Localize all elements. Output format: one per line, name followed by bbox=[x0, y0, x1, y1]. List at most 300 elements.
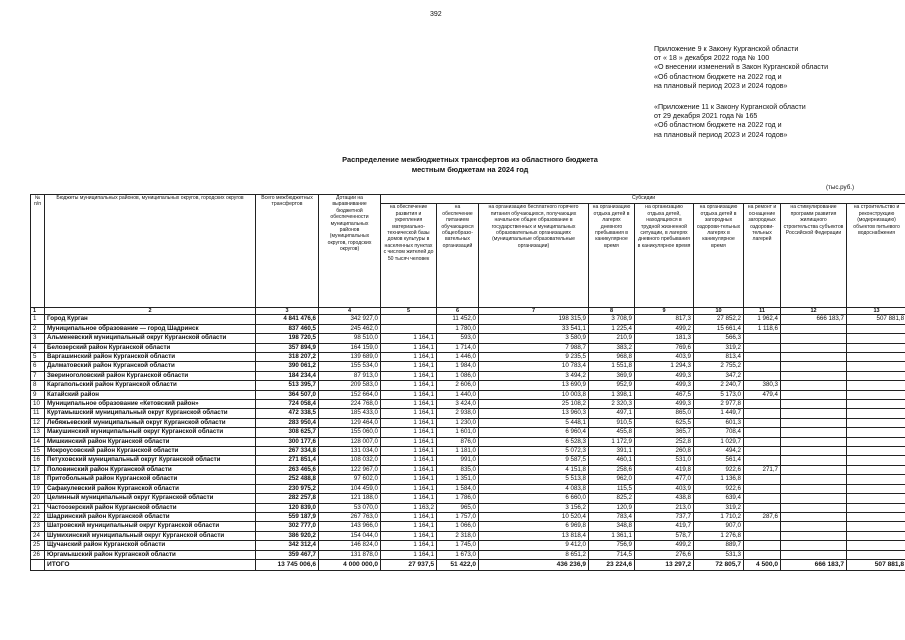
cell-total: 230 975,2 bbox=[256, 484, 319, 493]
row-number: 6 bbox=[31, 362, 45, 371]
cell-day-camps: 1 361,1 bbox=[589, 531, 635, 540]
cell-meals: 991,0 bbox=[437, 456, 479, 465]
cell-total: 184 234,4 bbox=[256, 371, 319, 380]
cell-total: 559 187,9 bbox=[256, 512, 319, 521]
cell-housing bbox=[781, 494, 847, 503]
row-name: Шатровский муниципальный округ Курганской области bbox=[45, 522, 256, 531]
header-equalization: Дотации на выравнивание бюджетной обеспеченности муниципальных районов (муниципальных округов, городских округов) bbox=[319, 195, 381, 308]
cell-country-camps: 494,2 bbox=[694, 447, 744, 456]
row-name: Далматовский район Курганской области bbox=[45, 362, 256, 371]
cell-equalization: 267 763,0 bbox=[319, 512, 381, 521]
cell-country-camps: 561,4 bbox=[694, 456, 744, 465]
cell-country-camps: 1 710,2 bbox=[694, 512, 744, 521]
cell-country-camps: 1 276,8 bbox=[694, 531, 744, 540]
table-row bbox=[31, 550, 905, 559]
appendix-line: на плановый период 2023 и 2024 годов» bbox=[654, 130, 788, 139]
table-row bbox=[31, 494, 905, 503]
row-number: 12 bbox=[31, 418, 45, 427]
cell-total: 472 338,5 bbox=[256, 409, 319, 418]
cell-total: 263 465,6 bbox=[256, 465, 319, 474]
cell-day-camps: 3 708,9 bbox=[589, 315, 635, 324]
cell-camp-repair bbox=[744, 418, 781, 427]
cell-camp-repair bbox=[744, 437, 781, 446]
cell-equalization: 53 070,0 bbox=[319, 503, 381, 512]
table-row bbox=[31, 512, 905, 521]
appendix-line: на плановый период 2023 и 2024 годов» bbox=[654, 81, 788, 90]
header-country-camps: на организацию отдыха детей в загородных оздорови-тельных лагерях в каникулярное время bbox=[694, 204, 744, 308]
cell-hot-meals: 33 541,1 bbox=[479, 324, 589, 333]
cell-day-camps: 1 225,4 bbox=[589, 324, 635, 333]
cell-hardship-camps: 499,3 bbox=[635, 400, 694, 409]
cell-camp-repair: 380,3 bbox=[744, 381, 781, 390]
table-row bbox=[31, 362, 905, 371]
cell-culture: 1 164,1 bbox=[381, 390, 437, 399]
row-name: Муниципальное образование — город Шадринск bbox=[45, 324, 256, 333]
cell-meals: 1 066,0 bbox=[437, 522, 479, 531]
row-number: 18 bbox=[31, 475, 45, 484]
cell-day-camps: 952,9 bbox=[589, 381, 635, 390]
header-no: № п/п bbox=[31, 195, 45, 308]
total-row bbox=[31, 559, 905, 570]
cell-meals: 1 351,0 bbox=[437, 475, 479, 484]
cell-culture: 1 164,1 bbox=[381, 465, 437, 474]
cell-country-camps: 922,6 bbox=[694, 465, 744, 474]
row-number: 20 bbox=[31, 494, 45, 503]
cell-total: 386 920,2 bbox=[256, 531, 319, 540]
cell-total: 4 841 476,6 bbox=[256, 315, 319, 324]
cell-hardship-camps: 13 297,2 bbox=[635, 559, 694, 570]
column-number-row bbox=[31, 308, 905, 315]
cell-meals: 876,0 bbox=[437, 437, 479, 446]
cell-camp-repair bbox=[744, 409, 781, 418]
cell-culture: 1 164,1 bbox=[381, 550, 437, 559]
column-number: 2 bbox=[45, 308, 256, 315]
cell-day-camps: 825,2 bbox=[589, 494, 635, 503]
cell-day-camps: 2 320,3 bbox=[589, 400, 635, 409]
cell-meals: 3 424,0 bbox=[437, 400, 479, 409]
cell-water bbox=[847, 334, 905, 343]
cell-meals: 1 086,0 bbox=[437, 371, 479, 380]
cell-culture: 1 164,1 bbox=[381, 418, 437, 427]
cell-day-camps: 1 398,1 bbox=[589, 390, 635, 399]
row-number: 3 bbox=[31, 334, 45, 343]
cell-housing bbox=[781, 428, 847, 437]
cell-hot-meals: 7 988,7 bbox=[479, 343, 589, 352]
cell-meals: 1 446,0 bbox=[437, 353, 479, 362]
cell-hot-meals: 9 235,5 bbox=[479, 353, 589, 362]
cell-country-camps: 601,3 bbox=[694, 418, 744, 427]
cell-culture: 1 164,1 bbox=[381, 522, 437, 531]
cell-country-camps: 1 449,7 bbox=[694, 409, 744, 418]
cell-culture: 1 164,1 bbox=[381, 428, 437, 437]
cell-day-camps: 783,4 bbox=[589, 512, 635, 521]
header-housing: на стимулирование программ развития жилищного строительства субъектов Российской Федерации bbox=[781, 204, 847, 308]
cell-total: 120 839,0 bbox=[256, 503, 319, 512]
cell-hardship-camps: 419,8 bbox=[635, 465, 694, 474]
cell-camp-repair bbox=[744, 447, 781, 456]
row-name: Варгашинский район Курганской области bbox=[45, 353, 256, 362]
cell-total: 282 257,8 bbox=[256, 494, 319, 503]
cell-camp-repair bbox=[744, 400, 781, 409]
cell-water bbox=[847, 512, 905, 521]
cell-equalization: 4 000 000,0 bbox=[319, 559, 381, 570]
cell-housing bbox=[781, 541, 847, 550]
table-row bbox=[31, 400, 905, 409]
cell-hardship-camps: 499,2 bbox=[635, 541, 694, 550]
cell-camp-repair bbox=[744, 456, 781, 465]
cell-country-camps: 813,4 bbox=[694, 353, 744, 362]
cell-day-camps: 756,9 bbox=[589, 541, 635, 550]
cell-housing bbox=[781, 362, 847, 371]
cell-camp-repair bbox=[744, 484, 781, 493]
cell-culture: 1 164,1 bbox=[381, 541, 437, 550]
row-number: 25 bbox=[31, 541, 45, 550]
cell-camp-repair bbox=[744, 371, 781, 380]
cell-country-camps: 1 029,7 bbox=[694, 437, 744, 446]
cell-equalization: 129 464,0 bbox=[319, 418, 381, 427]
cell-housing: 666 183,7 bbox=[781, 315, 847, 324]
cell-country-camps: 72 805,7 bbox=[694, 559, 744, 570]
cell-country-camps: 889,7 bbox=[694, 541, 744, 550]
header-meals: на обеспечение питанием обучающихся общеобразо-вательных организаций bbox=[437, 204, 479, 308]
header-day-camps: на организацию отдыха детей в лагерях дневного пребывания в каникулярное время bbox=[589, 204, 635, 308]
cell-total: 300 177,6 bbox=[256, 437, 319, 446]
cell-hardship-camps: 419,7 bbox=[635, 522, 694, 531]
cell-country-camps: 319,2 bbox=[694, 503, 744, 512]
cell-water bbox=[847, 447, 905, 456]
table-row bbox=[31, 343, 905, 352]
row-name: Щучанский район Курганской области bbox=[45, 541, 256, 550]
appendix-line: «О внесении изменений в Закон Курганской области bbox=[654, 63, 829, 72]
header-subsidies: Субсидии bbox=[381, 195, 905, 204]
cell-equalization: 108 032,0 bbox=[319, 456, 381, 465]
cell-culture: 1 164,1 bbox=[381, 362, 437, 371]
cell-hardship-camps: 737,7 bbox=[635, 512, 694, 521]
row-number: 26 bbox=[31, 550, 45, 559]
cell-housing: 666 183,7 bbox=[781, 559, 847, 570]
cell-day-camps: 115,5 bbox=[589, 484, 635, 493]
column-number: 8 bbox=[589, 308, 635, 315]
cell-hot-meals: 3 156,2 bbox=[479, 503, 589, 512]
cell-country-camps: 1 136,8 bbox=[694, 475, 744, 484]
cell-country-camps: 922,6 bbox=[694, 484, 744, 493]
column-number: 4 bbox=[319, 308, 381, 315]
appendix-header bbox=[654, 45, 828, 91]
cell-total: 513 395,7 bbox=[256, 381, 319, 390]
row-number: 14 bbox=[31, 437, 45, 446]
row-number: 19 bbox=[31, 484, 45, 493]
header-camp-repair: на ремонт и оснащение загородных оздорови-тельных лагерей bbox=[744, 204, 781, 308]
header-culture: на обеспечение развития и укрепления материально-технической базы домов культуры в населенных пунктах с числом жителей до 50 тысяч человек bbox=[381, 204, 437, 308]
table-row bbox=[31, 428, 905, 437]
row-name: Катайский район bbox=[45, 390, 256, 399]
cell-culture: 1 163,2 bbox=[381, 503, 437, 512]
cell-camp-repair: 287,6 bbox=[744, 512, 781, 521]
cell-housing bbox=[781, 522, 847, 531]
cell-hot-meals: 3 580,9 bbox=[479, 334, 589, 343]
row-name: Каргапольский район Курганской области bbox=[45, 381, 256, 390]
cell-housing bbox=[781, 550, 847, 559]
table-row bbox=[31, 334, 905, 343]
cell-culture bbox=[381, 315, 437, 324]
cell-water bbox=[847, 390, 905, 399]
cell-housing bbox=[781, 334, 847, 343]
cell-camp-repair: 479,4 bbox=[744, 390, 781, 399]
cell-camp-repair bbox=[744, 531, 781, 540]
row-number: 11 bbox=[31, 409, 45, 418]
table-row bbox=[31, 531, 905, 540]
cell-day-camps: 1 551,8 bbox=[589, 362, 635, 371]
cell-meals: 51 422,0 bbox=[437, 559, 479, 570]
cell-water bbox=[847, 371, 905, 380]
row-name: Мишкинский район Курганской области bbox=[45, 437, 256, 446]
row-number: 2 bbox=[31, 324, 45, 333]
cell-country-camps: 639,4 bbox=[694, 494, 744, 503]
row-name: Притобольный район Курганской области bbox=[45, 475, 256, 484]
cell-hot-meals: 4 083,8 bbox=[479, 484, 589, 493]
cell-meals: 2 938,0 bbox=[437, 409, 479, 418]
cell-hardship-camps: 252,8 bbox=[635, 437, 694, 446]
cell-culture: 1 164,1 bbox=[381, 531, 437, 540]
cell-housing bbox=[781, 400, 847, 409]
cell-day-camps: 455,8 bbox=[589, 428, 635, 437]
cell-housing bbox=[781, 381, 847, 390]
cell-day-camps: 348,8 bbox=[589, 522, 635, 531]
cell-water bbox=[847, 381, 905, 390]
table-row bbox=[31, 324, 905, 333]
table-row bbox=[31, 475, 905, 484]
cell-camp-repair bbox=[744, 362, 781, 371]
cell-hardship-camps: 276,6 bbox=[635, 550, 694, 559]
cell-hardship-camps: 499,2 bbox=[635, 324, 694, 333]
page-number: 392 bbox=[430, 11, 442, 18]
table-row bbox=[31, 371, 905, 380]
table-row bbox=[31, 541, 905, 550]
cell-culture: 1 164,1 bbox=[381, 475, 437, 484]
cell-water bbox=[847, 494, 905, 503]
cell-country-camps: 2 240,7 bbox=[694, 381, 744, 390]
cell-equalization: 139 689,0 bbox=[319, 353, 381, 362]
cell-hardship-camps: 213,0 bbox=[635, 503, 694, 512]
cell-hardship-camps: 477,0 bbox=[635, 475, 694, 484]
cell-hot-meals: 13 818,4 bbox=[479, 531, 589, 540]
cell-equalization: 104 459,0 bbox=[319, 484, 381, 493]
cell-water bbox=[847, 541, 905, 550]
cell-hot-meals: 9 412,0 bbox=[479, 541, 589, 550]
cell-camp-repair bbox=[744, 503, 781, 512]
cell-hot-meals: 4 151,8 bbox=[479, 465, 589, 474]
cell-hardship-camps: 769,6 bbox=[635, 343, 694, 352]
cell-hardship-camps: 403,9 bbox=[635, 353, 694, 362]
row-name: Макушинский муниципальный округ Курганской области bbox=[45, 428, 256, 437]
row-number: 23 bbox=[31, 522, 45, 531]
cell-water bbox=[847, 531, 905, 540]
cell-total: 13 745 006,6 bbox=[256, 559, 319, 570]
cell-day-camps: 962,0 bbox=[589, 475, 635, 484]
cell-hot-meals: 6 528,3 bbox=[479, 437, 589, 446]
cell-culture: 1 164,1 bbox=[381, 371, 437, 380]
cell-water bbox=[847, 465, 905, 474]
cell-water bbox=[847, 503, 905, 512]
cell-housing bbox=[781, 456, 847, 465]
cell-country-camps: 319,2 bbox=[694, 343, 744, 352]
cell-total: 342 312,4 bbox=[256, 541, 319, 550]
cell-day-camps: 460,1 bbox=[589, 456, 635, 465]
row-name: Целинный муниципальный округ Курганской области bbox=[45, 494, 256, 503]
row-number: 9 bbox=[31, 390, 45, 399]
header-name: Бюджеты муниципальных районов, муниципальных округов, городских округов bbox=[45, 195, 256, 308]
cell-equalization: 155 534,0 bbox=[319, 362, 381, 371]
column-number: 10 bbox=[694, 308, 744, 315]
title-line: Распределение межбюджетных трансфертов из областного бюджета bbox=[342, 155, 598, 164]
column-number: 3 bbox=[256, 308, 319, 315]
cell-equalization: 155 060,0 bbox=[319, 428, 381, 437]
cell-equalization: 128 007,0 bbox=[319, 437, 381, 446]
table-row bbox=[31, 447, 905, 456]
row-number: 17 bbox=[31, 465, 45, 474]
cell-day-camps: 714,5 bbox=[589, 550, 635, 559]
column-number: 1 bbox=[31, 308, 45, 315]
row-name: Шадринский район Курганской области bbox=[45, 512, 256, 521]
cell-hot-meals: 8 651,2 bbox=[479, 550, 589, 559]
cell-country-camps: 5 173,0 bbox=[694, 390, 744, 399]
cell-culture: 1 164,1 bbox=[381, 494, 437, 503]
cell-hardship-camps: 181,3 bbox=[635, 334, 694, 343]
cell-hot-meals: 3 494,2 bbox=[479, 371, 589, 380]
cell-water bbox=[847, 418, 905, 427]
row-name: Частоозерский район Курганской области bbox=[45, 503, 256, 512]
cell-water bbox=[847, 484, 905, 493]
cell-culture: 1 164,1 bbox=[381, 437, 437, 446]
cell-housing bbox=[781, 353, 847, 362]
column-number: 9 bbox=[635, 308, 694, 315]
cell-equalization: 97 602,0 bbox=[319, 475, 381, 484]
previous-appendix-header bbox=[654, 103, 806, 140]
cell-hardship-camps: 365,7 bbox=[635, 428, 694, 437]
cell-culture: 1 164,1 bbox=[381, 512, 437, 521]
cell-total: 252 488,8 bbox=[256, 475, 319, 484]
cell-equalization: 245 462,0 bbox=[319, 324, 381, 333]
cell-meals: 11 452,0 bbox=[437, 315, 479, 324]
cell-hot-meals: 5 072,3 bbox=[479, 447, 589, 456]
cell-meals: 835,0 bbox=[437, 465, 479, 474]
appendix-line: «Приложение 11 к Закону Курганской области bbox=[654, 103, 806, 111]
appendix-line: «Об областном бюджете на 2022 год и bbox=[654, 121, 782, 130]
cell-camp-repair bbox=[744, 475, 781, 484]
cell-day-camps: 210,9 bbox=[589, 334, 635, 343]
cell-hot-meals: 5 513,8 bbox=[479, 475, 589, 484]
cell-country-camps: 907,0 bbox=[694, 522, 744, 531]
cell-hardship-camps: 1 294,3 bbox=[635, 362, 694, 371]
cell-country-camps: 27 852,2 bbox=[694, 315, 744, 324]
cell-equalization: 209 583,0 bbox=[319, 381, 381, 390]
table-row bbox=[31, 390, 905, 399]
row-number: 7 bbox=[31, 371, 45, 380]
cell-culture: 1 164,1 bbox=[381, 334, 437, 343]
header-hot-meals: на организацию бесплатного горячего питания обучающихся, получающих начальное общее образование в государственных и муниципальных образовательных организациях (муниципальные образовательные организации) bbox=[479, 204, 589, 308]
cell-housing bbox=[781, 447, 847, 456]
title-line: местным бюджетам на 2024 год bbox=[411, 165, 529, 174]
cell-equalization: 87 913,0 bbox=[319, 371, 381, 380]
cell-culture: 1 164,1 bbox=[381, 381, 437, 390]
cell-housing bbox=[781, 475, 847, 484]
cell-total: 724 058,4 bbox=[256, 400, 319, 409]
cell-camp-repair: 4 500,0 bbox=[744, 559, 781, 570]
cell-meals: 2 606,0 bbox=[437, 381, 479, 390]
cell-country-camps: 2 977,8 bbox=[694, 400, 744, 409]
cell-hot-meals: 13 960,3 bbox=[479, 409, 589, 418]
column-number: 5 bbox=[381, 308, 437, 315]
cell-culture: 27 937,5 bbox=[381, 559, 437, 570]
cell-equalization: 152 664,0 bbox=[319, 390, 381, 399]
cell-culture: 1 164,1 bbox=[381, 484, 437, 493]
appendix-line: от « 18 » декабря 2022 года № 100 bbox=[654, 54, 770, 63]
cell-hardship-camps: 403,9 bbox=[635, 484, 694, 493]
cell-meals: 1 181,0 bbox=[437, 447, 479, 456]
row-number: 5 bbox=[31, 353, 45, 362]
cell-camp-repair: 1 962,4 bbox=[744, 315, 781, 324]
cell-water: 507 881,8 bbox=[847, 315, 905, 324]
cell-water bbox=[847, 456, 905, 465]
cell-hot-meals: 9 587,5 bbox=[479, 456, 589, 465]
cell-day-camps: 497,1 bbox=[589, 409, 635, 418]
cell-day-camps: 383,2 bbox=[589, 343, 635, 352]
cell-day-camps: 968,8 bbox=[589, 353, 635, 362]
column-number: 7 bbox=[479, 308, 589, 315]
cell-equalization: 146 824,0 bbox=[319, 541, 381, 550]
transfers-table bbox=[30, 194, 905, 571]
total-label: ИТОГО bbox=[45, 559, 256, 570]
cell-hot-meals: 10 783,4 bbox=[479, 362, 589, 371]
cell-hot-meals: 198 315,9 bbox=[479, 315, 589, 324]
row-name: Альменевский муниципальный округ Курганской области bbox=[45, 334, 256, 343]
row-name: Звериноголовский район Курганской области bbox=[45, 371, 256, 380]
cell-water bbox=[847, 324, 905, 333]
cell-hot-meals: 6 969,8 bbox=[479, 522, 589, 531]
cell-equalization: 121 188,0 bbox=[319, 494, 381, 503]
table-row bbox=[31, 418, 905, 427]
header-hardship-camps: на организацию отдыха детей, находящихся в трудной жизненной ситуации, в лагерях дневного пребывания в каникулярное время bbox=[635, 204, 694, 308]
cell-equalization: 131 878,0 bbox=[319, 550, 381, 559]
cell-total: 283 950,4 bbox=[256, 418, 319, 427]
row-number: 15 bbox=[31, 447, 45, 456]
cell-country-camps: 708,4 bbox=[694, 428, 744, 437]
cell-camp-repair bbox=[744, 353, 781, 362]
cell-equalization: 143 966,0 bbox=[319, 522, 381, 531]
units-label: (тыс.руб.) bbox=[826, 184, 855, 191]
cell-country-camps: 15 661,4 bbox=[694, 324, 744, 333]
row-number: 16 bbox=[31, 456, 45, 465]
row-name: Город Курган bbox=[45, 315, 256, 324]
cell-hardship-camps: 531,0 bbox=[635, 456, 694, 465]
cell-day-camps: 369,9 bbox=[589, 371, 635, 380]
header-water: на строительство и реконструкцию (модернизацию) объектов питьевого водоснабжения bbox=[847, 204, 905, 308]
cell-total: 390 061,2 bbox=[256, 362, 319, 371]
cell-equalization: 98 510,0 bbox=[319, 334, 381, 343]
cell-country-camps: 566,3 bbox=[694, 334, 744, 343]
cell-meals: 1 440,0 bbox=[437, 390, 479, 399]
cell-water bbox=[847, 437, 905, 446]
cell-meals: 1 786,0 bbox=[437, 494, 479, 503]
cell-camp-repair bbox=[744, 334, 781, 343]
cell-culture bbox=[381, 324, 437, 333]
row-name: Половинский район Курганской области bbox=[45, 465, 256, 474]
cell-hardship-camps: 578,7 bbox=[635, 531, 694, 540]
cell-meals: 1 757,0 bbox=[437, 512, 479, 521]
cell-meals: 965,0 bbox=[437, 503, 479, 512]
cell-water bbox=[847, 400, 905, 409]
cell-water bbox=[847, 522, 905, 531]
